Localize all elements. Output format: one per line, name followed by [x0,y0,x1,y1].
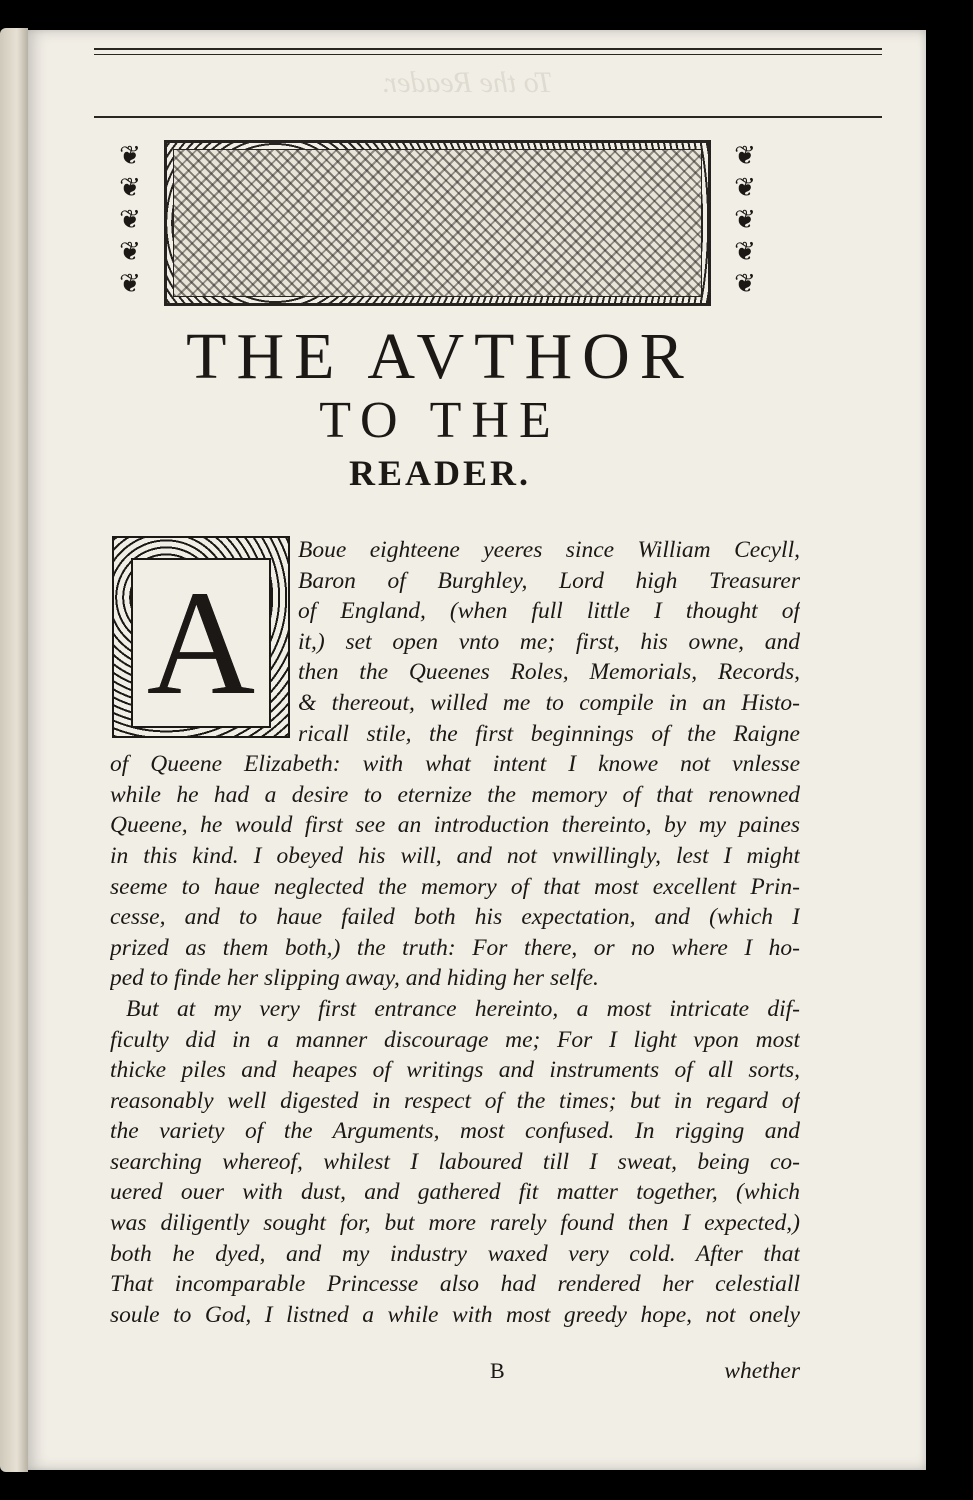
text-line: soule to God, I listned a while with most greedy hope, not onely [110,1301,800,1328]
ornament-column-left [100,140,160,300]
text-line: searching whereof, whilest I laboured till I sweat, being co- [110,1148,800,1175]
text-line: & thereout, willed me to compile in an Histo- [298,689,800,716]
fleuron-icon: ❦ [734,173,756,202]
initial-letter: A [131,558,271,728]
fleuron-icon: ❦ [119,205,141,234]
header-rule [94,116,882,118]
text-line: prized as them both,) the truth: For there, or no where I ho- [110,934,800,961]
text-line: Baron of Burghley, Lord high Treasurer [298,567,800,594]
text-line: both he dyed, and my industry waxed very cold. After that [110,1240,800,1267]
facing-page-edge [0,28,28,1472]
fleuron-icon: ❦ [734,237,756,266]
text-line: cesse, and to haue failed both his expectation, and (which I [110,904,800,931]
text-line: seeme to haue neglected the memory of that most excellent Prin- [110,873,800,900]
page-footer [110,1358,800,1390]
text-line: then the Queenes Roles, Memorials, Records, [298,659,800,686]
title-line-1: THE AVTHOR [186,320,694,393]
title-line-2: TO THE [319,392,561,449]
text-line: thicke piles and heapes of writings and instruments of all sorts, [110,1057,800,1084]
book-page [28,30,926,1470]
text-line: That incomparable Princesse also had rendered her celestiall [110,1271,800,1298]
fleuron-icon: ❦ [119,269,141,298]
fleuron-icon: ❦ [734,269,756,298]
text-line: Queene, he would first see an introduction thereinto, by my paines [110,812,800,839]
text-line: was diligently sought for, but more rarely found then I expected,) [110,1210,800,1237]
running-title-show-through: To the Reader. [381,66,553,99]
body-text [110,535,800,1330]
text-line: of Queene Elizabeth: with what intent I knowe not vnlesse [110,751,800,778]
text-line: Boue eighteene yeeres since William Cecyll, [298,537,800,563]
text-line: ficulty did in a manner discourage me; For I light vpon most [110,1026,800,1053]
ornament-column-right [715,140,775,300]
fleuron-icon: ❦ [734,205,756,234]
woodcut-panel [173,149,702,297]
text-line: reasonably well digested in respect of the times; but in regard of [110,1087,800,1114]
title-line-3: READER. [348,453,531,493]
text-line: of England, (when full little I thought of [298,598,800,625]
text-line: in this kind. I obeyed his will, and not vnwillingly, lest I might [110,842,800,869]
catchword: whether [724,1358,800,1384]
top-rule-thin [94,54,882,55]
text-line: uered ouer with dust, and gathered fit matter together, (which [110,1179,800,1206]
headpiece-ornament [100,140,775,300]
text-line: ped to finde her slipping away, and hiding her selfe. [110,965,599,992]
text-line: the variety of the Arguments, most confused. In rigging and [110,1118,800,1145]
text-line: it,) set open vnto me; first, his owne, and [298,628,800,655]
text-line: But at my very first entrance hereinto, a most intricate dif- [126,995,800,1022]
floral-woodcut-icon [164,140,711,306]
fleuron-icon: ❦ [734,141,756,170]
text-line: while he had a desire to eternize the memory of that renowned [110,781,800,808]
top-rule [94,48,882,50]
signature-mark: B [490,1358,505,1383]
fleuron-icon: ❦ [119,173,141,202]
text-line: ricall stile, the first beginnings of the Raigne [298,720,800,747]
fleuron-icon: ❦ [119,237,141,266]
fleuron-icon: ❦ [119,141,141,170]
